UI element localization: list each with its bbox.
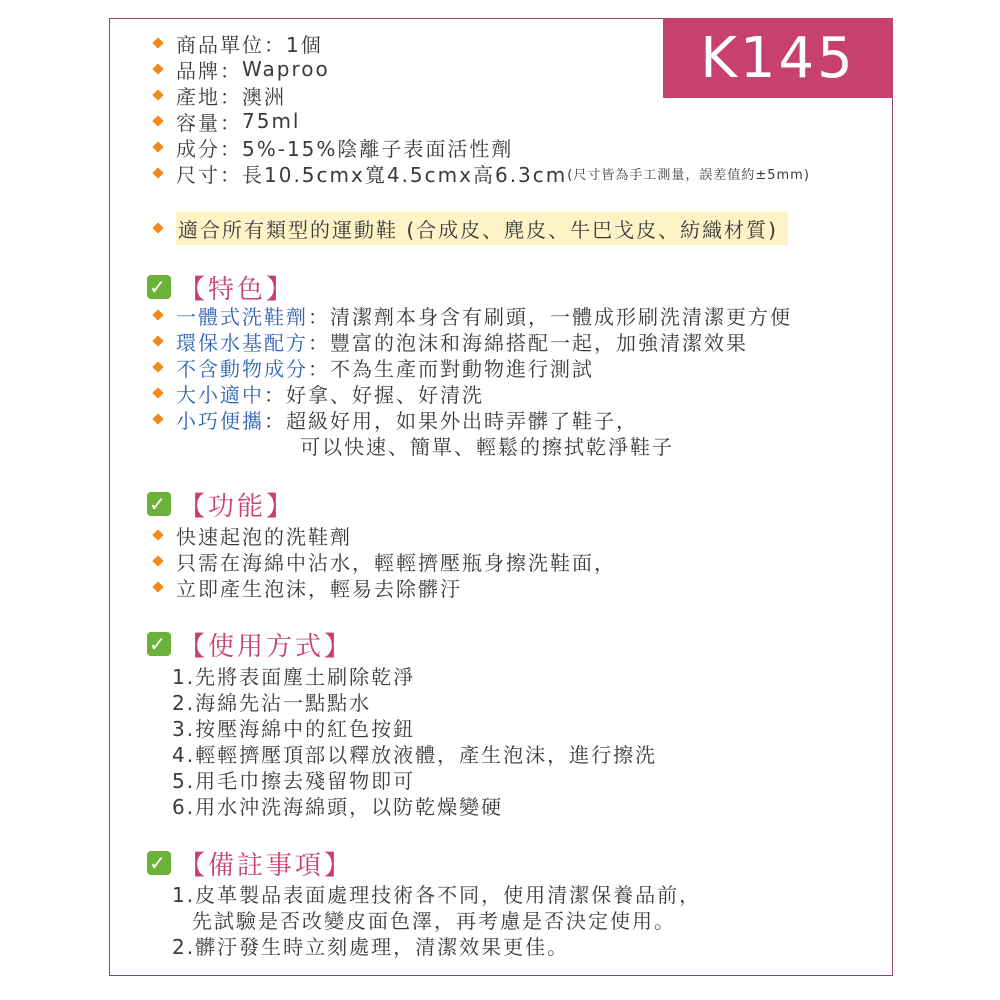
spec-item: 商品單位 ： 1個	[150, 30, 810, 56]
diamond-bullet-icon	[152, 141, 163, 152]
diamond-bullet-icon	[152, 63, 163, 74]
measurement-note: (尺寸皆為手工測量，誤差值約±5mm)	[567, 167, 810, 183]
usage-step: 3.按壓海綿中的紅色按鈕	[172, 716, 416, 741]
check-mark-icon: ✓	[147, 275, 171, 299]
spec-item: 品牌 ： Waproo	[150, 56, 810, 82]
diamond-bullet-icon	[152, 555, 163, 566]
spec-item: 成分 ： 5%-15%陰離子表面活性劑	[150, 134, 810, 160]
usage-step: 4.輕輕擠壓頂部以釋放液體，產生泡沫，進行擦洗	[172, 742, 658, 767]
feature-item: 不含動物成分 ： 不為生產而對動物進行測試	[150, 354, 792, 380]
product-code-badge: K145	[663, 18, 893, 98]
diamond-bullet-icon	[152, 89, 163, 100]
usage-step: 6.用水沖洗海綿頭，以防乾燥變硬	[172, 794, 504, 819]
diamond-bullet-icon	[152, 529, 163, 540]
suitable-highlight: 適合所有類型的運動鞋 (合成皮、麂皮、牛巴戈皮、紡織材質)	[176, 212, 788, 245]
feature-item: 大小適中 ： 好拿、好握、好清洗	[150, 380, 792, 406]
features-list	[150, 302, 792, 458]
diamond-bullet-icon	[152, 37, 163, 48]
check-mark-icon: ✓	[147, 851, 171, 875]
feature-item: 環保水基配方 ： 豐富的泡沫和海綿搭配一起，加強清潔效果	[150, 328, 792, 354]
feature-item: 小巧便攜 ： 超級好用，如果外出時弄髒了鞋子，	[150, 406, 792, 432]
feature-item: 一體式洗鞋劑 ： 清潔劑本身含有刷頭，一體成形刷洗清潔更方便	[150, 302, 792, 328]
check-mark-icon: ✓	[147, 492, 171, 516]
suitable-line	[150, 212, 788, 244]
feature-item-continuation: 可以快速、簡單、輕鬆的擦拭乾淨鞋子	[300, 434, 674, 459]
note-item: 2.髒汙發生時立刻處理，清潔效果更佳。	[172, 934, 570, 959]
usage-step: 2.海綿先沾一點點水	[172, 690, 372, 715]
features-heading: ✓ 【特色】	[147, 270, 295, 304]
diamond-bullet-icon	[152, 581, 163, 592]
diamond-bullet-icon	[152, 115, 163, 126]
spec-item: 產地 ： 澳洲	[150, 82, 810, 108]
function-item: 只需在海綿中沾水，輕輕擠壓瓶身擦洗鞋面，	[150, 548, 616, 574]
functions-heading: ✓ 【功能】	[147, 487, 295, 521]
spec-item: 容量 ： 75ml	[150, 108, 810, 134]
usage-step: 1.先將表面塵土刷除乾淨	[172, 664, 416, 689]
function-item: 立即產生泡沫，輕易去除髒汙	[150, 574, 616, 600]
notes-list	[150, 880, 701, 958]
spec-item: 尺寸 ： 長10.5cmx寬4.5cmx高6.3cm (尺寸皆為手工測量，誤差值約±5mm)	[150, 160, 810, 186]
check-mark-icon: ✓	[147, 632, 171, 656]
spec-list	[150, 30, 810, 186]
usage-step: 5.用毛巾擦去殘留物即可	[172, 768, 416, 793]
diamond-bullet-icon	[152, 222, 163, 233]
functions-list	[150, 522, 616, 600]
diamond-bullet-icon	[152, 335, 163, 346]
diamond-bullet-icon	[152, 309, 163, 320]
diamond-bullet-icon	[152, 387, 163, 398]
usage-steps	[150, 662, 657, 818]
usage-heading: ✓ 【使用方式】	[147, 627, 353, 661]
diamond-bullet-icon	[152, 167, 163, 178]
diamond-bullet-icon	[152, 361, 163, 372]
note-item: 1.皮革製品表面處理技術各不同，使用清潔保養品前，	[172, 882, 702, 907]
notes-heading: ✓ 【備註事項】	[147, 846, 353, 880]
note-item-continuation: 先試驗是否改變皮面色澤，再考慮是否決定使用。	[192, 908, 676, 933]
function-item: 快速起泡的洗鞋劑	[150, 522, 616, 548]
diamond-bullet-icon	[152, 413, 163, 424]
